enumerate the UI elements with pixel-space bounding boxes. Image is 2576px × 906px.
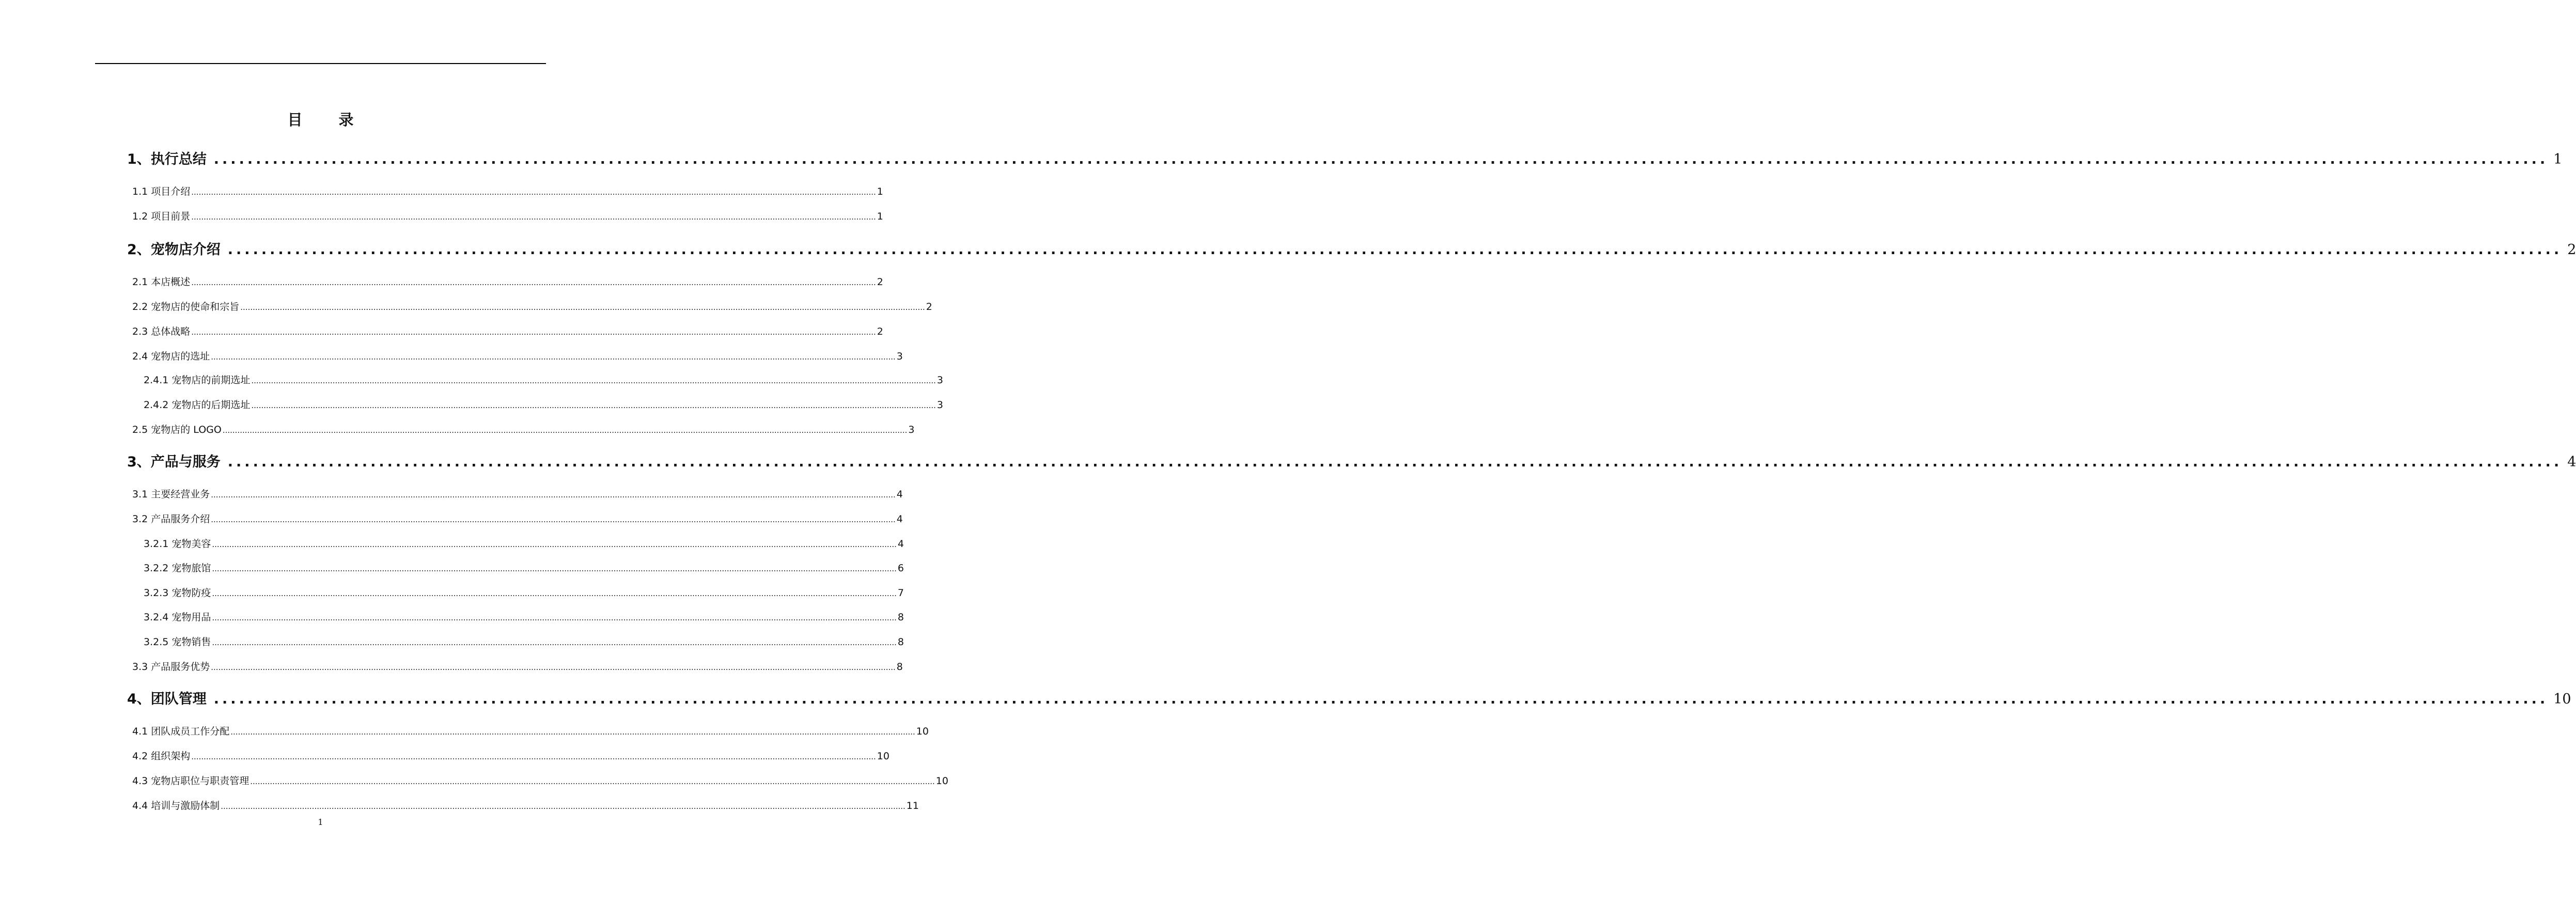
toc-leader-dots: ......................................................................................................................................................................................................................................................................................: [251, 401, 936, 410]
toc-entry-4-1[interactable]: [132, 725, 929, 739]
toc-leader-dots: ......................................................................................................................................................................................................................................................................................: [191, 188, 876, 197]
toc-leader-dots: ......................................................................................................................................................................................................................................................................................: [250, 777, 935, 786]
toc-entry-4-2[interactable]: [132, 749, 889, 763]
toc-leader-dots: ......................................................................................................................................................................................................................................................................................: [191, 752, 876, 761]
toc-leader-dots: ......................................................................................................................................................................................................................................................................................: [211, 515, 896, 524]
toc-entry-page: 3: [936, 374, 944, 386]
toc-entry-2-5[interactable]: [132, 423, 915, 437]
toc-entry-page: 6: [897, 563, 904, 574]
toc-entry-page: 1: [877, 211, 883, 222]
toc-title: 目 录: [287, 111, 369, 129]
toc-leader-dots: ......................................................................................................................................................................................................................................................................................: [211, 490, 896, 499]
toc-entry-3-2-1[interactable]: [144, 537, 904, 551]
toc-entry-label: 3.2.5 宠物销售: [144, 636, 211, 648]
toc-leader-dots: ......................................................................................................................................................................................................................................................................................: [213, 151, 2549, 167]
toc-entry-1-2[interactable]: [132, 210, 883, 224]
toc-entry-label: 1.2 项目前景: [132, 211, 191, 222]
toc-entry-label: 3.1 主要经营业务: [132, 489, 210, 500]
toc-leader-dots: ......................................................................................................................................................................................................................................................................................: [212, 589, 897, 598]
toc-leader-dots: ......................................................................................................................................................................................................................................................................................: [240, 303, 925, 312]
toc-entry-3-2[interactable]: [132, 512, 903, 526]
toc-entry-4-3[interactable]: [132, 774, 948, 788]
toc-entry-page: 3: [896, 351, 903, 362]
toc-entry-page: 10: [877, 751, 889, 762]
toc-entry-label: 4.2 组织架构: [132, 751, 191, 762]
toc-entry-3-2-5[interactable]: [144, 635, 904, 649]
toc-entry-page: 11: [906, 800, 919, 811]
toc-entry-label: 4.4 培训与激励体制: [132, 800, 220, 811]
toc-entry-1[interactable]: [127, 150, 2563, 169]
toc-entry-page: 7: [897, 587, 904, 599]
toc-entry-1-1[interactable]: [132, 185, 883, 199]
toc-entry-2-4-1[interactable]: [144, 373, 944, 387]
toc-entry-label: 3.2.4 宠物用品: [144, 612, 211, 623]
toc-leader-dots: ......................................................................................................................................................................................................................................................................................: [212, 540, 897, 549]
toc-entry-label: 2.4.2 宠物店的后期选址: [144, 399, 251, 411]
toc-entry-page: 4: [2567, 454, 2576, 470]
toc-entry-page: 2: [926, 301, 932, 313]
toc-entry-label: 4.1 团队成员工作分配: [132, 726, 230, 737]
toc-entry-label: 1.1 项目介绍: [132, 186, 191, 197]
toc-leader-dots: ......................................................................................................................................................................................................................................................................................: [212, 564, 897, 573]
toc-entry-label: 2.3 总体战略: [132, 326, 191, 337]
toc-leader-dots: ......................................................................................................................................................................................................................................................................................: [222, 426, 908, 435]
toc-leader-dots: ......................................................................................................................................................................................................................................................................................: [213, 691, 2549, 707]
toc-leader-dots: ......................................................................................................................................................................................................................................................................................: [191, 212, 876, 222]
toc-entry-3-2-2[interactable]: [144, 561, 904, 575]
toc-entry-2-2[interactable]: [132, 300, 932, 314]
toc-entry-page: 4: [896, 489, 903, 500]
toc-entry-2-4-2[interactable]: [144, 398, 944, 412]
toc-leader-dots: ......................................................................................................................................................................................................................................................................................: [230, 727, 915, 737]
toc-entry-4-4[interactable]: [132, 799, 919, 813]
toc-entry-page: 10: [916, 726, 929, 737]
toc-entry-3-2-4[interactable]: [144, 611, 904, 624]
toc-entry-page: 1: [2553, 151, 2563, 167]
toc-leader-dots: ......................................................................................................................................................................................................................................................................................: [227, 454, 2563, 470]
toc-entry-label: 3.2 产品服务介绍: [132, 513, 210, 525]
toc-entry-label: 3.3 产品服务优势: [132, 661, 210, 673]
toc-entry-page: 3: [936, 399, 944, 411]
toc-entry-label: 4、团队管理: [127, 691, 207, 707]
toc-entry-page: 3: [908, 424, 915, 435]
toc-entry-4[interactable]: [127, 690, 2571, 709]
toc-entry-label: 3.2.3 宠物防疫: [144, 587, 211, 599]
header-rule: [95, 63, 546, 64]
toc-entry-page: 10: [2553, 691, 2571, 707]
toc-entry-3-1[interactable]: [132, 488, 903, 502]
toc-entry-page: 4: [896, 513, 903, 525]
toc-entry-page: 8: [897, 636, 904, 648]
toc-leader-dots: ......................................................................................................................................................................................................................................................................................: [212, 613, 897, 622]
toc-leader-dots: ......................................................................................................................................................................................................................................................................................: [221, 802, 905, 811]
toc-entry-label: 2.4 宠物店的选址: [132, 351, 210, 362]
toc-entry-3-3[interactable]: [132, 660, 903, 674]
toc-entry-label: 1、执行总结: [127, 151, 207, 167]
toc-entry-label: 2、宠物店介绍: [127, 242, 221, 258]
toc-leader-dots: ......................................................................................................................................................................................................................................................................................: [211, 352, 896, 362]
toc-entry-label: 4.3 宠物店职位与职责管理: [132, 775, 249, 787]
toc-entry-2-3[interactable]: [132, 325, 883, 339]
toc-entry-2-1[interactable]: [132, 275, 883, 289]
toc-entry-page: 1: [877, 186, 883, 197]
toc-entry-page: 2: [877, 276, 883, 288]
page-number: 1: [318, 817, 323, 827]
toc-entry-page: 8: [897, 612, 904, 623]
toc-entry-page: 2: [877, 326, 883, 337]
toc-leader-dots: ......................................................................................................................................................................................................................................................................................: [251, 376, 936, 385]
toc-entry-label: 2.2 宠物店的使命和宗旨: [132, 301, 240, 313]
toc-leader-dots: ......................................................................................................................................................................................................................................................................................: [191, 327, 876, 337]
toc-entry-page: 4: [897, 538, 904, 550]
toc-leader-dots: ......................................................................................................................................................................................................................................................................................: [211, 663, 896, 672]
toc-entry-label: 2.4.1 宠物店的前期选址: [144, 374, 251, 386]
toc-entry-label: 3.2.1 宠物美容: [144, 538, 211, 550]
toc-leader-dots: ......................................................................................................................................................................................................................................................................................: [227, 242, 2563, 258]
toc-entry-3-2-3[interactable]: [144, 586, 904, 600]
toc-entry-page: 2: [2567, 242, 2576, 258]
toc-entry-page: 10: [935, 775, 948, 787]
toc-entry-2-4[interactable]: [132, 350, 903, 364]
toc-entry-2[interactable]: [127, 241, 2576, 259]
toc-entry-label: 3.2.2 宠物旅馆: [144, 563, 211, 574]
toc-entry-label: 3、产品与服务: [127, 454, 221, 470]
toc-entry-page: 8: [896, 661, 903, 673]
toc-leader-dots: ......................................................................................................................................................................................................................................................................................: [212, 638, 897, 647]
toc-leader-dots: ......................................................................................................................................................................................................................................................................................: [191, 278, 876, 287]
toc-entry-label: 2.1 本店概述: [132, 276, 191, 288]
toc-entry-label: 2.5 宠物店的 LOGO: [132, 424, 222, 435]
toc-entry-3[interactable]: [127, 453, 2576, 472]
